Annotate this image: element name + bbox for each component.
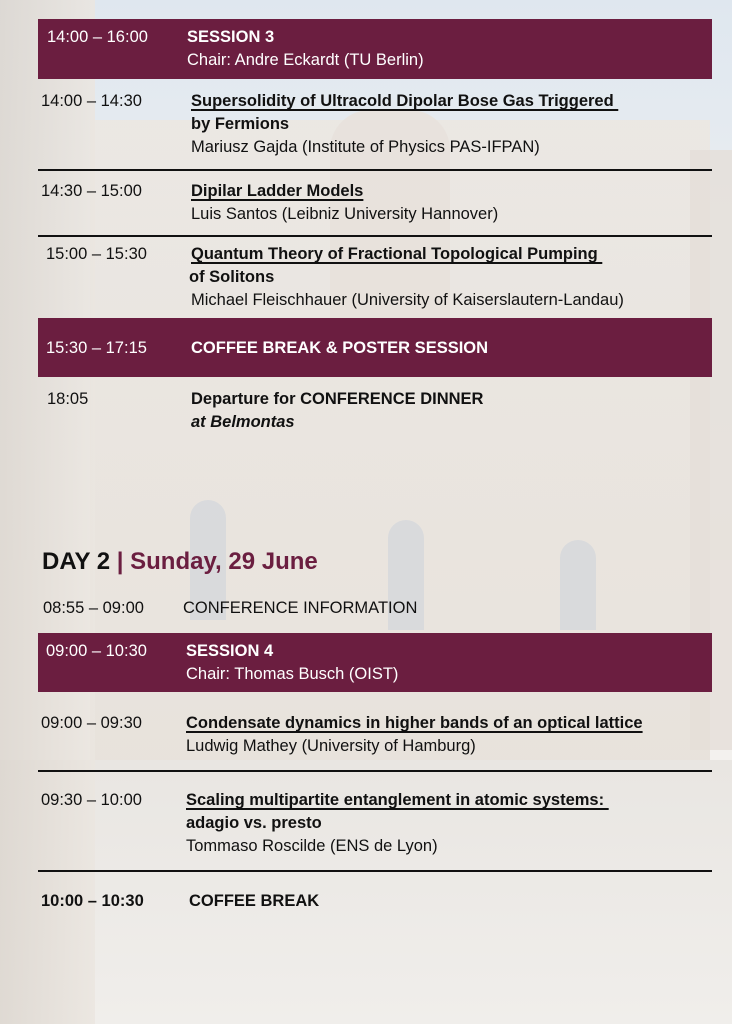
day-date: Sunday, 29 June — [130, 548, 318, 575]
divider — [38, 870, 712, 872]
session-3-time: 14:00 – 16:00 — [47, 28, 148, 46]
conf-info-title: CONFERENCE INFORMATION — [183, 599, 418, 617]
talk-speaker: Michael Fleischhauer (University of Kaiserslautern-Landau) — [191, 291, 624, 309]
dinner-venue: at Belmontas — [191, 413, 295, 431]
talk-title: Scaling multipartite entanglement in atomic systems: — [186, 791, 609, 809]
session-3-chair: Chair: Andre Eckardt (TU Berlin) — [187, 51, 424, 69]
conf-info-time: 08:55 – 09:00 — [43, 599, 144, 617]
dinner-time: 18:05 — [47, 390, 89, 408]
talk-title: Dipilar Ladder Models — [191, 182, 364, 200]
talk-title-cont: of Solitons — [189, 268, 275, 286]
day-separator: | — [110, 548, 131, 575]
session-4-header — [38, 633, 712, 692]
divider — [38, 235, 712, 237]
talk-time: 09:00 – 09:30 — [41, 714, 142, 732]
coffee-poster-header — [38, 318, 712, 377]
coffee-break-title: COFFEE BREAK — [189, 892, 320, 910]
coffee-break-time: 10:00 – 10:30 — [41, 892, 144, 910]
talk-title-cont: adagio vs. presto — [186, 814, 322, 832]
talk-time: 14:00 – 14:30 — [41, 92, 142, 110]
talk-time: 09:30 – 10:00 — [41, 791, 142, 809]
talk-title-cont: by Fermions — [191, 115, 290, 133]
coffee-poster-title: COFFEE BREAK & POSTER SESSION — [191, 339, 489, 357]
dinner-title: Departure for CONFERENCE DINNER — [191, 390, 484, 408]
day-2-heading — [42, 548, 318, 576]
talk-time: 15:00 – 15:30 — [46, 245, 147, 263]
talk-speaker: Ludwig Mathey (University of Hamburg) — [186, 737, 476, 755]
divider — [38, 770, 712, 772]
talk-speaker: Luis Santos (Leibniz University Hannover) — [191, 205, 499, 223]
talk-speaker: Tommaso Roscilde (ENS de Lyon) — [186, 837, 438, 855]
talk-speaker: Mariusz Gajda (Institute of Physics PAS-IFPAN) — [191, 138, 540, 156]
talk-title: Supersolidity of Ultracold Dipolar Bose Gas Triggered — [191, 92, 619, 110]
coffee-poster-time: 15:30 – 17:15 — [46, 339, 147, 357]
session-4-chair: Chair: Thomas Busch (OIST) — [186, 665, 399, 683]
session-3-title: SESSION 3 — [187, 28, 275, 46]
session-3-header — [38, 19, 712, 79]
talk-title: Quantum Theory of Fractional Topological Pumping — [191, 245, 603, 263]
talk-time: 14:30 – 15:00 — [41, 182, 142, 200]
divider — [38, 169, 712, 171]
session-4-time: 09:00 – 10:30 — [46, 642, 147, 660]
talk-title: Condensate dynamics in higher bands of an optical lattice — [186, 714, 643, 732]
day-label: DAY 2 — [42, 548, 111, 575]
session-4-title: SESSION 4 — [186, 642, 274, 660]
